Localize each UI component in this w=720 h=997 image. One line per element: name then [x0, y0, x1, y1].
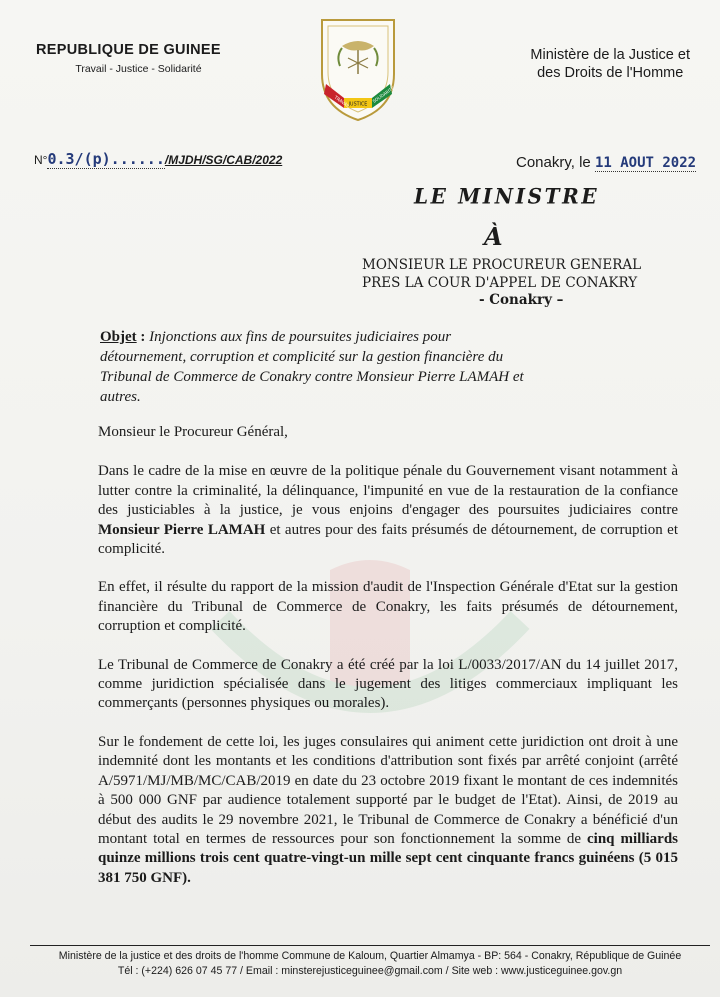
reference-code: /MJDH/SG/CAB/2022	[164, 153, 283, 167]
emblem-ribbon-right: SOLIDARITE	[371, 85, 395, 104]
addressee-block	[362, 257, 641, 310]
paragraph-4	[98, 733, 678, 888]
date-place: Conakry, le	[516, 154, 591, 171]
emblem-ribbon-left: TRAVAIL	[332, 95, 351, 111]
reference-number	[34, 150, 282, 168]
reference-prefix: N°	[34, 153, 48, 167]
subject-text: Injonctions aux fins de poursuites judiciaires pour détournement, corruption et complicité sur la gestion financière du Tribunal de Commerce de Conakry contre Monsieur Pierre LAMAH et autres.	[100, 329, 524, 405]
footer-address: Ministère de la justice et des droits de l'homme Commune de Kaloum, Quartier Almamya - BP: 564 - Conakry, République de Guinée	[58, 950, 682, 962]
emblem-ribbon-center: JUSTICE	[348, 102, 368, 108]
letter-footer	[30, 945, 710, 979]
country-name: REPUBLIQUE DE GUINEE	[36, 42, 221, 58]
to-letter: À	[484, 222, 503, 251]
footer-contacts: Tél : (+224) 626 07 45 77 / Email : minsterejusticeguinee@gmail.com / Site web : www.justiceguinee.gov.gn	[117, 965, 623, 977]
paragraph-3: Le Tribunal de Commerce de Conakry a été créé par la loi L/0033/2017/AN du 14 juillet 2017, comme juridiction spécialisée dans le jugement des litiges commerciaux impliquant les commerçants (personnes physiques ou morales).	[98, 656, 678, 712]
ministry-name-line1: Ministère de la Justice et	[530, 47, 690, 63]
subject-label: Objet	[100, 329, 137, 345]
subject-colon: :	[136, 329, 146, 345]
paragraph-1-text-c: et autres pour des faits présumés de détournement, de corruption et complicité.	[98, 521, 679, 558]
addressee-line1: MONSIEUR LE PROCUREUR GENERAL	[362, 257, 642, 273]
addressee-line2: PRES LA COUR D'APPEL DE CONAKRY	[362, 274, 638, 291]
subject-block	[100, 327, 530, 407]
date-handwritten-value: 11 AOUT 2022	[594, 155, 697, 171]
amount-in-words: cinq milliards quinze millions trois cent quatre-vingt-un mille sept cent cinquante francs guinéens (5 015 381 750 GNF).	[98, 830, 678, 886]
guinea-coat-of-arms-icon	[312, 12, 404, 124]
letter-date	[516, 154, 696, 171]
accused-name: Monsieur Pierre LAMAH	[98, 521, 266, 538]
sender-title: LE MINISTRE	[414, 183, 600, 209]
reference-handwritten-number: 0.3/(p)......	[47, 150, 165, 168]
paragraph-4-text-a: Sur le fondement de cette loi, les juges consulaires qui animent cette juridiction ont droit à une indemnité dont les montants et les conditions d'attribution sont fixés par arrêté conjoint (arrêté A/5971/MJ/MB/MC/CAB/2019 en date du 23 octobre 2019 fixant le montant de ces indemnités à 500 000 GNF par audience totalement supporté par le budget de l'Etat). Ainsi, de 2019 au début des audits le 29 novembre 2021, le Tribunal de Commerce de Conakry a bénéficié d'un montant total en termes de ressources pour son fonctionnement la somme de	[98, 733, 678, 847]
letter-body	[98, 423, 678, 907]
paragraph-1-text-a: Dans le cadre de la mise en œuvre de la politique pénale du Gouvernement visant notamment à lutter contre la criminalité, la délinquance, l'impunité en vue de la restauration de la confiance des justiciables à la justice, je vous enjoins d'engager des poursuites judiciaires contre	[98, 463, 678, 519]
salutation: Monsieur le Procureur Général,	[98, 424, 288, 440]
paragraph-2: En effet, il résulte du rapport de la mission d'audit de l'Inspection Générale d'Etat sur la gestion financière du Tribunal de Commerce de Conakry, les faits présumés de détournement, corruption et complicité.	[98, 579, 678, 635]
country-header	[36, 42, 221, 75]
ministry-name-line2: des Droits de l'Homme	[537, 65, 684, 81]
ministry-header	[530, 46, 690, 82]
paragraph-1	[98, 462, 678, 559]
addressee-city: - Conakry –	[479, 292, 564, 308]
national-motto: Travail - Justice - Solidarité	[75, 63, 202, 75]
